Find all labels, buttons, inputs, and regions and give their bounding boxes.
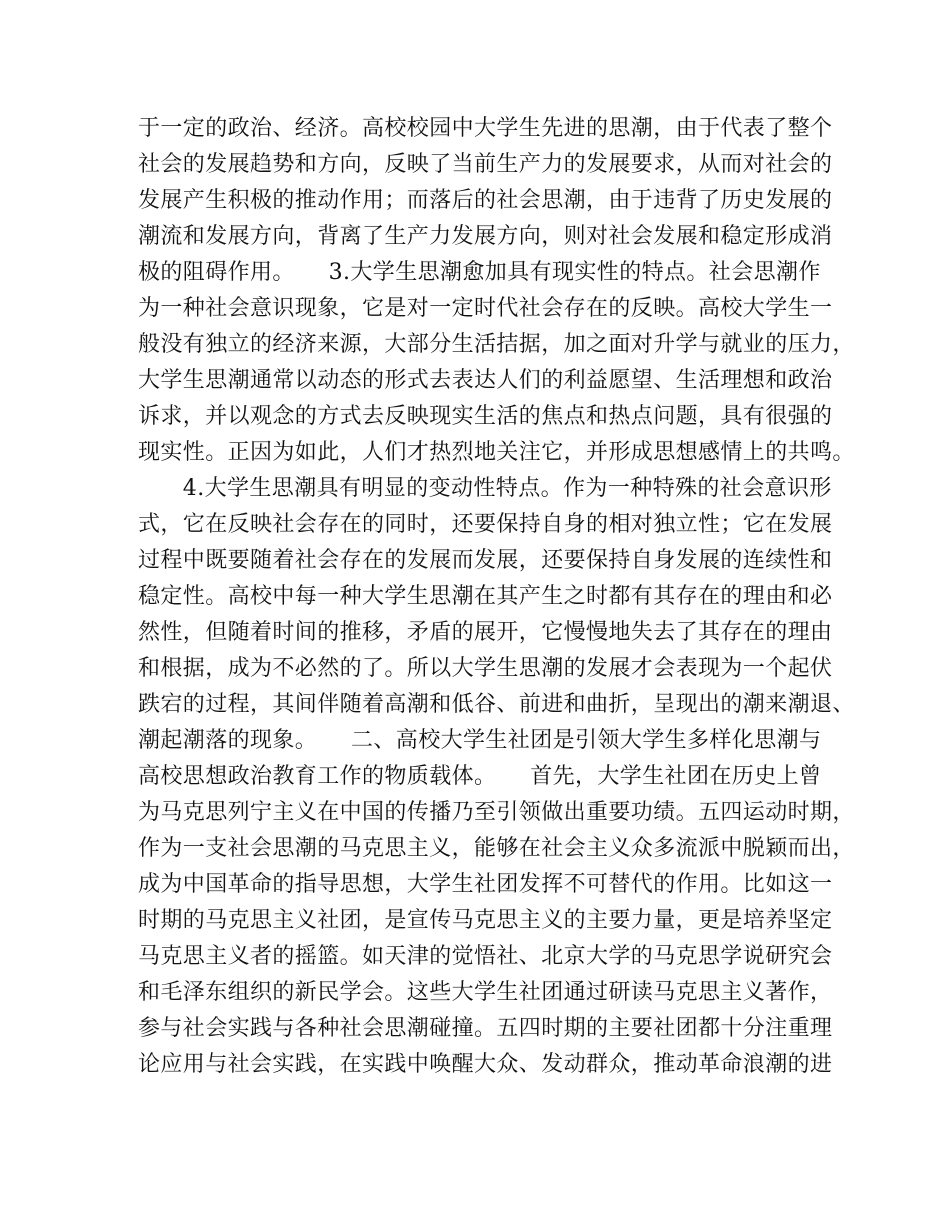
text-line: 跌宕的过程，其间伴随着高潮和低谷、前进和曲折，呈现出的潮来潮退、	[138, 692, 855, 717]
text-line: 和毛泽东组织的新民学会。这些大学生社团通过研读马克思主义著作，	[138, 980, 833, 1005]
text-line: 大学生思潮通常以动态的形式去表达人们的利益愿望、生活理想和政治	[138, 368, 833, 393]
text-line: 潮流和发展方向，背离了生产力发展方向，则对社会发展和稳定形成消	[138, 224, 833, 249]
text-line: 般没有独立的经济来源，大部分生活拮据，加之面对升学与就业的压力，	[138, 332, 855, 357]
text-line: 于一定的政治、经济。高校校园中大学生先进的思潮，由于代表了整个	[138, 116, 833, 141]
text-line: 然性，但随着时间的推移，矛盾的展开，它慢慢地失去了其存在的理由	[138, 620, 833, 645]
text-line: 为马克思列宁主义在中国的传播乃至引领做出重要功绩。五四运动时期，	[138, 800, 855, 825]
text-line: 马克思主义者的摇篮。如天津的觉悟社、北京大学的马克思学说研究会	[138, 944, 833, 969]
text-line: 发展产生积极的推动作用；而落后的社会思潮，由于违背了历史发展的	[138, 188, 833, 213]
text-line: 稳定性。高校中每一种大学生思潮在其产生之时都有其存在的理由和必	[138, 584, 833, 609]
text-line: 作为一支社会思潮的马克思主义，能够在社会主义众多流派中脱颖而出，	[138, 836, 855, 861]
text-line: 为一种社会意识现象，它是对一定时代社会存在的反映。高校大学生一	[138, 296, 833, 321]
text-line: 和根据，成为不必然的了。所以大学生思潮的发展才会表现为一个起伏	[138, 656, 833, 681]
text-line: 式，它在反映社会存在的同时，还要保持自身的相对独立性；它在发展	[138, 512, 833, 537]
text-line: 极的阻碍作用。 3.大学生思潮愈加具有现实性的特点。社会思潮作	[138, 260, 821, 285]
text-line: 4.大学生思潮具有明显的变动性特点。作为一种特殊的社会意识形	[138, 476, 832, 501]
text-line: 社会的发展趋势和方向，反映了当前生产力的发展要求，从而对社会的	[138, 152, 833, 177]
text-line: 现实性。正因为如此，人们才热烈地关注它，并形成思想感情上的共鸣。	[138, 440, 855, 465]
text-line: 时期的马克思主义社团，是宣传马克思主义的主要力量，更是培养坚定	[138, 908, 833, 933]
text-line: 诉求，并以观念的方式去反映现实生活的焦点和热点问题，具有很强的	[138, 404, 833, 429]
text-line: 参与社会实践与各种社会思潮碰撞。五四时期的主要社团都十分注重理	[138, 1016, 833, 1041]
text-line: 成为中国革命的指导思想，大学生社团发挥不可替代的作用。比如这一	[138, 872, 833, 897]
text-line: 过程中既要随着社会存在的发展而发展，还要保持自身发展的连续性和	[138, 548, 833, 573]
text-line: 潮起潮落的现象。 二、高校大学生社团是引领大学生多样化思潮与	[138, 728, 822, 753]
text-line: 论应用与社会实践，在实践中唤醒大众、发动群众，推动革命浪潮的进	[138, 1052, 833, 1077]
text-line: 高校思想政治教育工作的物质载体。 首先，大学生社团在历史上曾	[138, 764, 822, 789]
